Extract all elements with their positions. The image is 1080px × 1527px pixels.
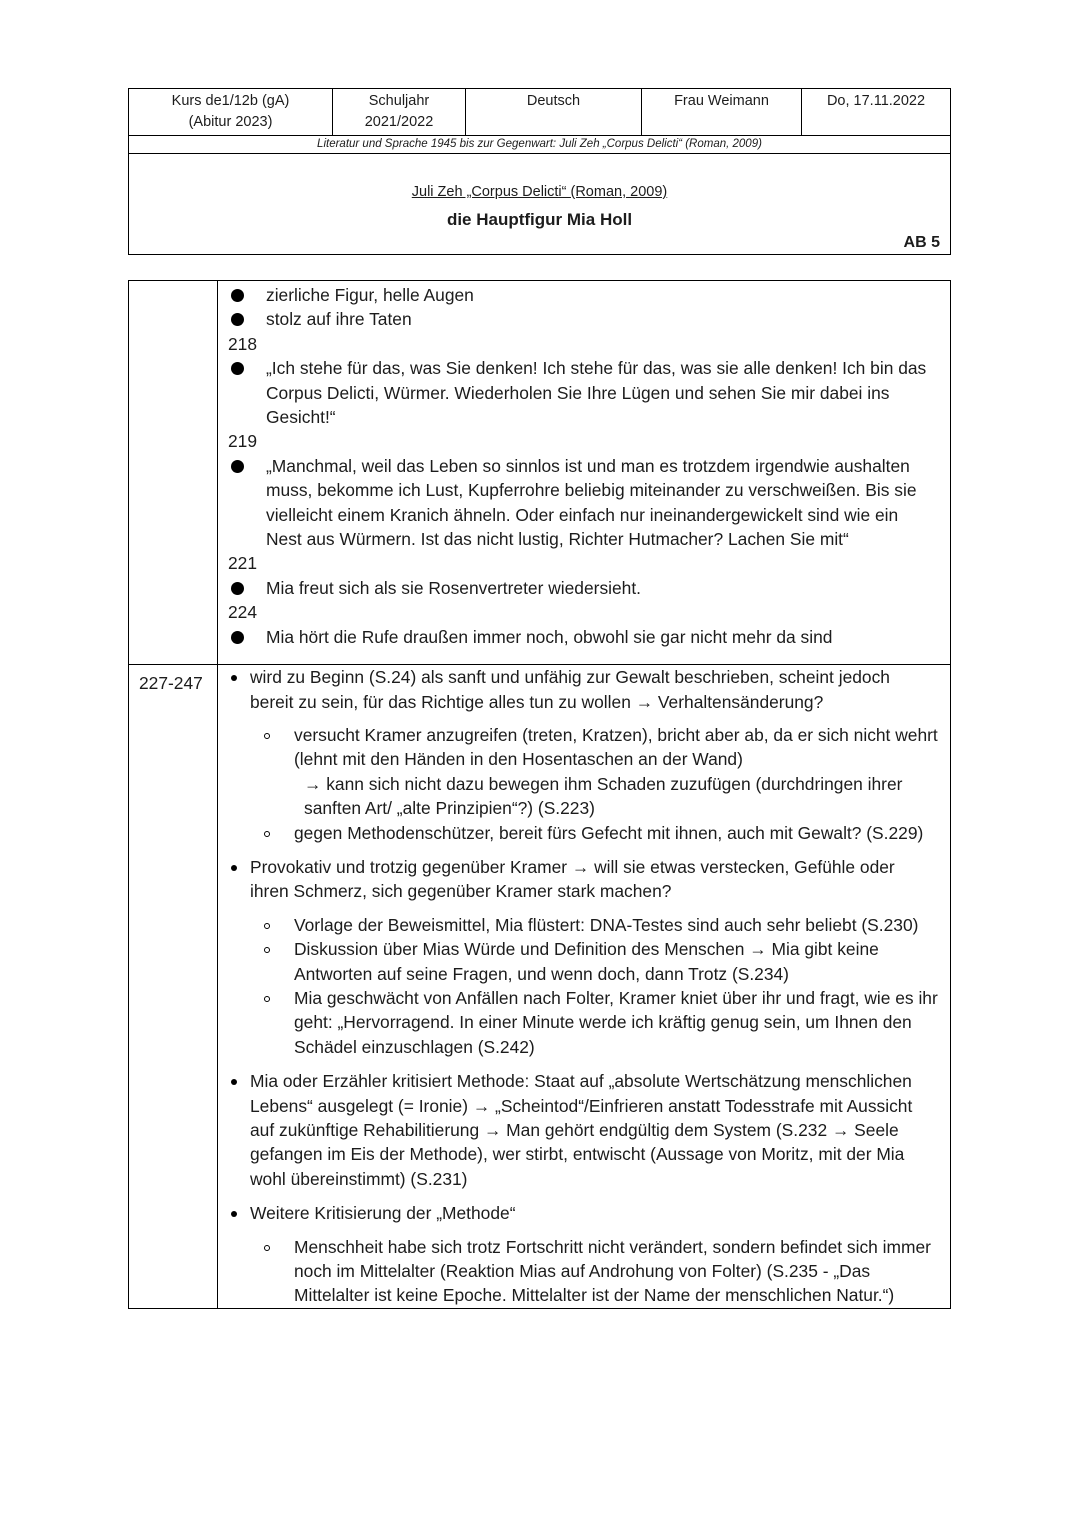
circle-bullet-icon [264, 923, 270, 929]
date-cell: Do, 17.11.2022 [802, 89, 951, 136]
list-item: wird zu Beginn (S.24) als sanft und unfähig zur Gewalt beschrieben, scheint jedoch bereit zu sein, für das Richtige alles tun zu wollen → Verhaltensänderung? [228, 665, 938, 714]
bullet-icon [231, 289, 244, 302]
bullet-icon [231, 631, 244, 644]
title-block [129, 154, 951, 255]
list-item: stolz auf ihre Taten [228, 307, 938, 331]
list-item: zierliche Figur, helle Augen [228, 283, 938, 307]
notes-table [128, 280, 951, 1309]
school-year-cell [333, 89, 466, 136]
list-item: „Ich stehe für das, was Sie denken! Ich stehe für das, was sie alle denken! Ich bin das Corpus Delicti, Würmer. Wiederholen Sie Ihre Lügen und sehen Sie mir dabei ins Gesicht!“ [228, 356, 938, 429]
list-item: Weitere Kritisierung der „Methode“ [228, 1201, 938, 1225]
bullet-icon [231, 1211, 237, 1217]
doc-title: Juli Zeh „Corpus Delicti“ (Roman, 2009) [411, 184, 668, 200]
course-cell [129, 89, 333, 136]
circle-bullet-icon [264, 947, 270, 953]
sub-list-item: gegen Methodenschützer, bereit fürs Gefecht mit ihnen, auch mit Gewalt? (S.229) [228, 821, 938, 845]
bullet-icon [231, 460, 244, 473]
teacher-cell: Frau Weimann [642, 89, 802, 136]
bullet-icon [231, 675, 237, 681]
bullet-icon [231, 1079, 237, 1085]
course-abitur: (Abitur 2023) [188, 114, 273, 130]
notes-cell [218, 665, 951, 1309]
list-item: Mia oder Erzähler kritisiert Methode: Staat auf „absolute Wertschätzung menschlichen Lebens“ ausgelegt (= Ironie) → „Scheintod“/Einfrieren anstatt Todesstrafe mit Aussicht auf zukünftige Rehabilitierung → Man gehört endgültig dem System (S.232 → Seele gefangen im Eis der Methode), wer stirbt, entwischt (Aussage von Moritz, mit der Mia wohl übereinstimmt) (S.231) [228, 1069, 938, 1191]
notes-cell [218, 281, 951, 665]
page-cell [129, 281, 218, 665]
sub-list-item: Menschheit habe sich trotz Fortschritt nicht verändert, sondern befindet sich immer noch im Mittelalter (Reaktion Mias auf Androhung von Folter) (S.235 - „Das Mittelalter ist keine Epoche. Mittelalter ist der Name der menschlichen Natur.“) [228, 1235, 938, 1308]
sub-list-item: Vorlage der Beweismittel, Mia flüstert: DNA-Testes sind auch sehr beliebt (S.230) [228, 913, 938, 937]
doc-subtitle: die Hauptfigur Mia Holl [446, 210, 633, 229]
bullet-icon [231, 362, 244, 375]
page-number: 219 [228, 431, 258, 452]
bullet-icon [231, 865, 237, 871]
circle-bullet-icon [264, 733, 270, 739]
header-table [128, 88, 951, 255]
bullet-icon [231, 313, 244, 326]
list-item: „Manchmal, weil das Leben so sinnlos ist und man es trotzdem irgendwie aushalten muss, bekomme ich Lust, Kupferrohre beliebig miteinander zu verschweißen. Bis sie vielleicht einem Kranich ähneln. Oder einfach nur ineinandergewickelt sind wie ein Nest aus Würmern. Ist das nicht lustig, Richter Hutmacher? Lachen Sie mit“ [228, 454, 938, 552]
course-name: Kurs de1/12b (gA) [171, 93, 290, 109]
page-number: 218 [228, 333, 258, 354]
subject-cell: Deutsch [466, 89, 642, 136]
sub-list-item: Mia geschwächt von Anfällen nach Folter, Kramer kniet über ihr und fragt, wie es ihr geht: „Hervorragend. In einer Minute werde ich kräftig genug sein, um Ihnen den Schädel einzuschlagen (S.242) [228, 986, 938, 1059]
school-year-value: 2021/2022 [364, 114, 434, 130]
sub-list-item: versucht Kramer anzugreifen (treten, Kratzen), bricht aber ab, da er sich nicht wehrt (lehnt mit den Händen in den Hosentaschen an der Wand) → kann sich nicht dazu bewegen ihm Schaden zuzufügen (durchdringen ihrer sanften Art/ „alte Prinzipien“?) (S.223) [228, 723, 938, 821]
notes-row [129, 281, 951, 665]
circle-bullet-icon [264, 996, 270, 1002]
topic-line: Literatur und Sprache 1945 bis zur Gegenwart: Juli Zeh „Corpus Delicti“ (Roman, 2009) [129, 136, 951, 154]
bullet-icon [231, 582, 244, 595]
school-year-label: Schuljahr [368, 93, 430, 109]
circle-bullet-icon [264, 831, 270, 837]
circle-bullet-icon [264, 1245, 270, 1251]
notes-row [129, 665, 951, 1309]
sheet-number: AB 5 [903, 234, 940, 251]
page-number: 221 [228, 553, 258, 574]
list-item: Mia freut sich als sie Rosenvertreter wiedersieht. [228, 576, 938, 600]
sub-list-item: Diskussion über Mias Würde und Definition des Menschen → Mia gibt keine Antworten auf seine Fragen, und wenn doch, dann Trotz (S.234) [228, 937, 938, 986]
page-number: 224 [228, 602, 258, 623]
page-range-cell: 227-247 [129, 665, 218, 1309]
list-item: Provokativ und trotzig gegenüber Kramer → will sie etwas verstecken, Gefühle oder ihren Schmerz, sich gegenüber Kramer stark machen? [228, 855, 938, 904]
list-item: Mia hört die Rufe draußen immer noch, obwohl sie gar nicht mehr da sind [228, 625, 938, 649]
